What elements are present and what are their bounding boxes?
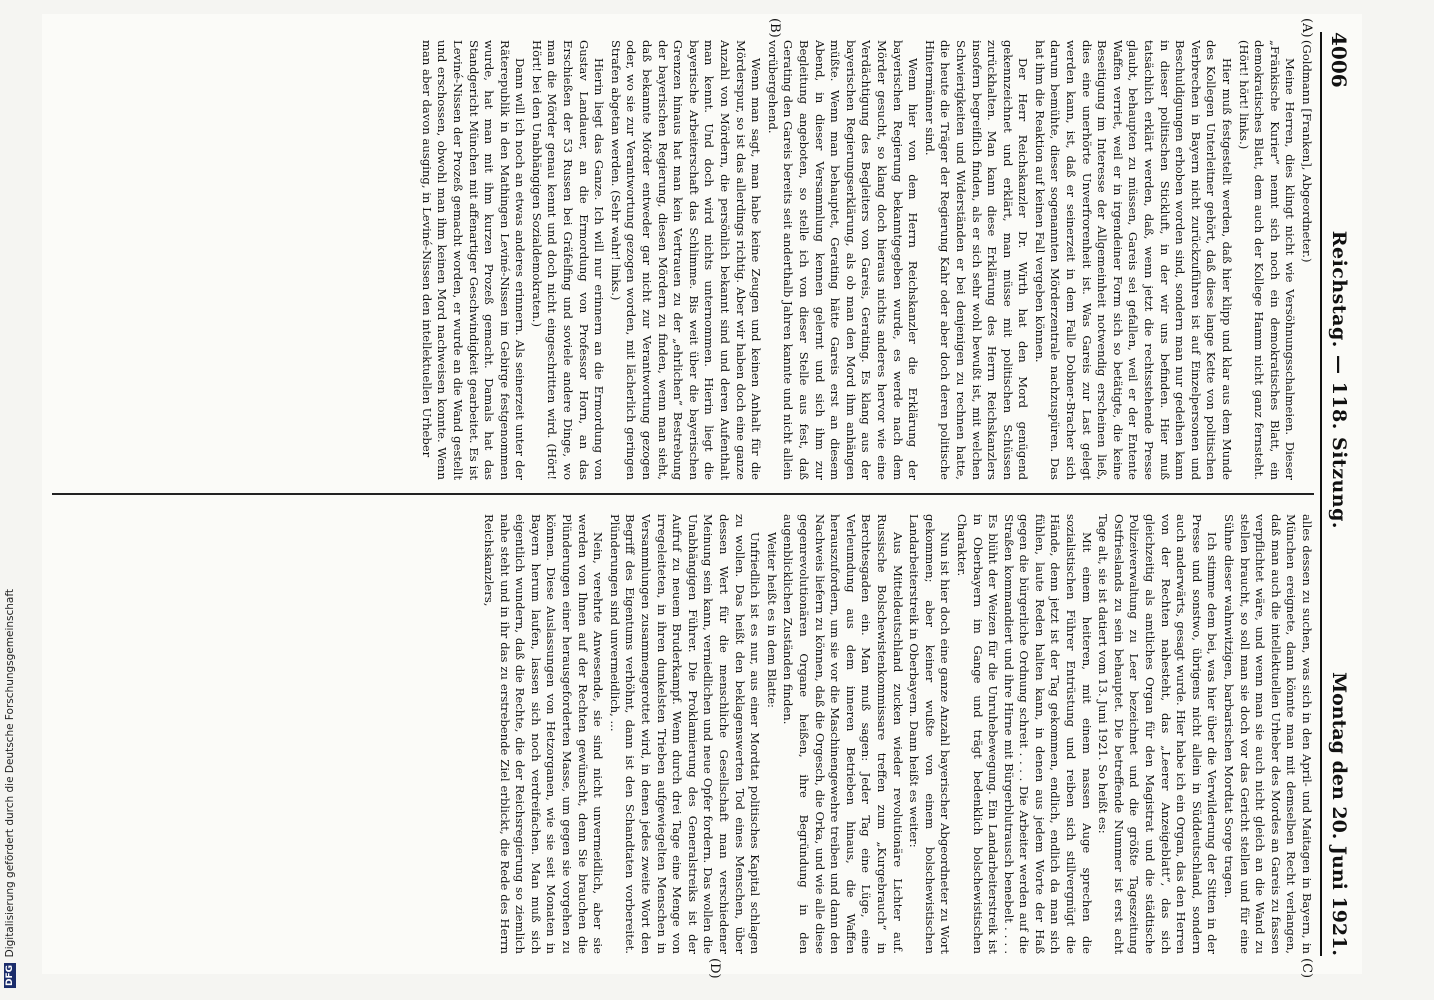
- paragraph: Nein, verehrte Anwesende, sie sind nicht unvermeidlich, aber sie werden von Ihnen auf der Rechten gewünscht, denn Sie brauchen die Plünderungen einer herausgeforderten Masse, um gegen sie vorgehen zu können. Diese Auslassungen von Hetzorganen, wie sie seit Monaten in Bayern herum laufen, lassen sich noch verdreifachen. Man muß sich eigentlich wundern, daß die Rechte, die der Reichsregierung so ziemlich nahe steht und in ihr das zu erstrebende Ziel erblickt, die Rede des Herrn Reichskanzlers,: [482, 514, 606, 954]
- margin-marker-d: (D): [707, 958, 722, 979]
- paragraph: Ich stimme dem bei, was hier über die Verwilderung der Sitten in der Presse und sonstwo, übrigens nicht allein in Süddeutschland, sondern auch anderwärts, gesagt wurde. Hier habe ich ein Organ, das den Herren von der Rechten nahesteht, das „Leerer Anzeigeblatt“, das sich gleichzeitig als amtliches Organ für den Magistrat und die städtische Polizeiverwaltung zu Leer bezeichnet und die größte Tageszeitung Ostfrieslands zu sein behauptet. Die betreffende Nummer ist erst acht Tage alt, sie ist datiert vom 13. Juni 1921. So heißt es:: [1096, 514, 1220, 954]
- page-title: Reichstag. — 118. Sitzung.: [1328, 230, 1350, 530]
- margin-marker-c: (C): [1299, 958, 1314, 979]
- quoted-paragraph: Mit einem heiteren, mit einem nassen Auge sprechen die sozialistischen Führer Entrüstung und reiben sich stillvergnügt die Hände, denn jetzt ist der Tag gekommen, endlich, endlich da man sich fühlen, laute Reden halten kann, in denen aus jedem Worte der Haß gegen die bürgerliche Ordnung schreit . . . . Die Arbeiter werden auf die Straßen kommandiert und ihre Hirne mit Bürgerblutrausch benebelt . . . . Es blüht der Weizen für die Unruhebewegung. Ein Landarbeiterstreik ist in Oberbayern im Gange und trägt bedenklich bolschewistischen Charakter.: [954, 514, 1094, 954]
- digitization-credit: [4, 589, 16, 988]
- credit-text: Digitalisierung gefördert durch die Deutsche Forschungsgemeinschaft: [4, 588, 16, 957]
- paragraph: Wenn hier von dem Herrn Reichskanzler die Erklärung der bayerischen Regierung bekanntgegeben wurde, es werde nach dem Mörder gesucht, so klang doch hieraus nichts anderes hervor wie eine Verdächtigung des Begleiters von Gareis, Gerating. Es klang aus der bayerischen Regierungserklärung, als ob man den Mord ihm anhängen müßte. Wenn man behauptet, Gerating hätte Gareis erst an diesem Abend, in dieser Versammlung kennen gelernt und sich ihm zur Begleitung angeboten, so stelle ich von dieser Stelle aus fest, daß Gerating den Gareis bereits seit anderthalb Jahren kannte und nicht allein vorübergehend.: [765, 40, 921, 480]
- paragraph: Hierin liegt das Ganze. Ich will nur erinnern an die Ermordung von Gustav Landauer, an die Ermordung von Professor Horn, an das Erschießen der 53 Russen bei Gräfelfing und soviele andere Dinge, wo man die Mörder genau kennt und doch nicht eingeschritten wird. (Hört! Hört! bei den Unabhängigen Sozialdemokraten.): [529, 40, 607, 480]
- left-text-column: [50, 40, 1314, 480]
- paragraph: Dann will ich noch an etwas anderes erinnern. Als seinerzeit unter der Räterepublik in den Mathingen Leviné-Nissen im Gebirge festgenommen wurde, hat man mit ihm kurzen Prozeß gemacht. Damals hat das Standgericht München mit affenartiger Geschwindigkeit gearbeitet. Es ist Leviné-Nissen der Prozeß gemacht worden, er wurde an die Wand gestellt und erschossen, obwohl man ihm keinen Mord nachweisen konnte. Wenn man aber davon ausging, in Leviné-Nissen den intellektuellen Urheber: [419, 40, 528, 480]
- quoted-paragraph: Unfriedlich ist es nur, aus einer Mordtat politisches Kapital schlagen zu wollen. Das heißt den beklagenswerten Tod eines Menschen, über dessen Wert für die menschliche Gesellschaft man verschiedener Meinung sein kann, verniedlichen und neue Opfer fordern. Das wollen die Unabhängigen Führer. Die Proklamierung des Generalstreiks ist der Aufruf zu neuem Bruderkampf. Wenn durch drei Tage eine Menge von irregeleiteten, in ihren dunkelsten Trieben aufgewiegelten Menschen in Versammlungen zusammengerottet wird, in denen jedes zweite Wort den Begriff des Eigentums verhöhnt, dann ist den Schandtaten vorbereitet. Plünderungen sind unvermeidlich, ...: [607, 514, 763, 954]
- paragraph: Hier muß festgestellt werden, daß hier klipp und klar aus dem Munde des Kollegen Unterleitner gehört, daß diese lange Kette von politischen Verbrechen in Bayern nicht zurückzuführen ist auf Einzelpersonen und Beschuldigungen erhoben worden sind, sondern man nur gedeihen kann in dieser politischen Stickluft, in der wir uns befinden. Hier muß tatsächlich erklärt werden, daß, wenn jetzt die rechtsstehende Presse glaubt, behaupten zu müssen, Gareis sei gefallen, weil er der Entente Waffen verriet, weil er in irgendeiner Form sich so betätigte, die keine Beseitigung im Interesse der Allgemeinheit notwendig erscheinen ließ, dies eine unerhörte Unverfrorenheit ist. Was Gareis zur Last gelegt werden kann, ist, daß er seinerzeit in dem Falle Dobner-Bracher sich darum bemühte, dieser sogenannten Mörderzentrale nachzuspüren. Das hat ihm die Reaktion auf keinen Fall vergeben können.: [1032, 40, 1235, 480]
- column-divider: [52, 493, 1314, 495]
- paragraph: Weiter heißt es in dem Blatte:: [764, 532, 779, 708]
- page-header: [1320, 32, 1356, 956]
- paragraph: Meine Herren, dies klingt nicht wie Versöhnungsschalmeien. Dieser „Fränkische Kurier“ nennt sich noch ein demokratisches Blatt, ein demokratisches Blatt, dem auch der Kollege Hamm nicht ganz fernsteht. (Hört! hört! links.): [1236, 40, 1298, 480]
- paragraph: alles dessen zu suchen, was sich in den April- und Maitagen in Bayern, in München ereignete, dann könnte man mit demselben Recht verlangen, daß man auch die intellektuellen Urheber des Mordes an Gareis zu fassen verpflichtet wäre, und wenn man sie auch nicht gleich an die Wand zu stellen braucht, so soll man sie doch vor das Gericht stellen und für eine Sühne dieser wahnwitzigen, barbarischen Mordtat Sorge tragen.: [1222, 514, 1314, 954]
- page-number: 4006: [1327, 32, 1351, 88]
- paragraph: Wenn man sagt, man habe keine Zeugen und keinen Anhalt für die Mörderspur, so ist das allerdings richtig. Aber wir haben doch eine ganze Anzahl von Mördern, die persönlich bekannt sind und deren Aufenthalt man kennt. Und doch wird nichts unternommen. Hierin liegt die bayerische Arbeiterschaft das Schlimme. Bis weit über die bayerischen Grenzen hinaus hat man kein Vertrauen zu der „ehrlichen“ Bestrebung der bayerischen Regierung, diesen Mördern zu finden, wenn man sieht, daß bekannte Mörder entweder gar nicht zur Verantwortung gezogen oder, wo sie zur Verantwortung gezogen worden, mit lächerlich geringen Strafen abgetan werden. (Sehr wahr! links.): [608, 40, 764, 480]
- newspaper-page: [42, 14, 1362, 979]
- paragraph: Nun ist hier doch eine ganze Anzahl bayerischer Abgeordneter zu Wort gekommen; aber keiner wußte von einem bolschewistischen Landarbeiterstreik in Oberbayern. Dann heißt es weiter:: [907, 514, 953, 954]
- dfg-logo-icon: DFG: [5, 964, 15, 986]
- paragraph: (Goldmann [Franken], Abgeordneter.): [1300, 40, 1314, 263]
- margin-marker-a: (A): [1299, 18, 1314, 38]
- page-date: Montag den 20. Juni 1921.: [1328, 672, 1350, 956]
- right-text-column: [50, 514, 1314, 954]
- quoted-paragraph: Aus Mitteldeutschland zucken wieder revolutionäre Lichter auf. Russische Bolschewistenkommissare treffen zum „Kurgebrauch“ in Berchtesgaden ein. Man muß sagen: Jeder Tag eine Lüge, eine Verleumdung aus dem inneren Betrieben hinaus, die Waffen herauszufordern, um sie vor die Maschinengewehre treiben und dann den Nachweis liefern zu können, daß die Orgesch, die Orka, und wie alle diese gegenrevolutionären Organe heißen, ihre Begründung in den augenblicklichen Zuständen finden.: [781, 514, 905, 954]
- margin-marker-b: (B): [767, 18, 782, 38]
- paragraph: Der Herr Reichskanzler Dr. Wirth hat den Mord genügend gekennzeichnet und erklärt, man müsse mit politischen Schüssen zurückhalten. Man kann diese Erklärung des Herrn Reichskanzlers insofern begreiflich finden, als er sich sehr wohl bewußt ist, mit welchen Schwierigkeiten und Widerständen er bei denjenigen zu rechnen hatte, die heute die Träger der Regierung Kahr oder aber doch deren politische Hintermänner sind.: [922, 40, 1031, 480]
